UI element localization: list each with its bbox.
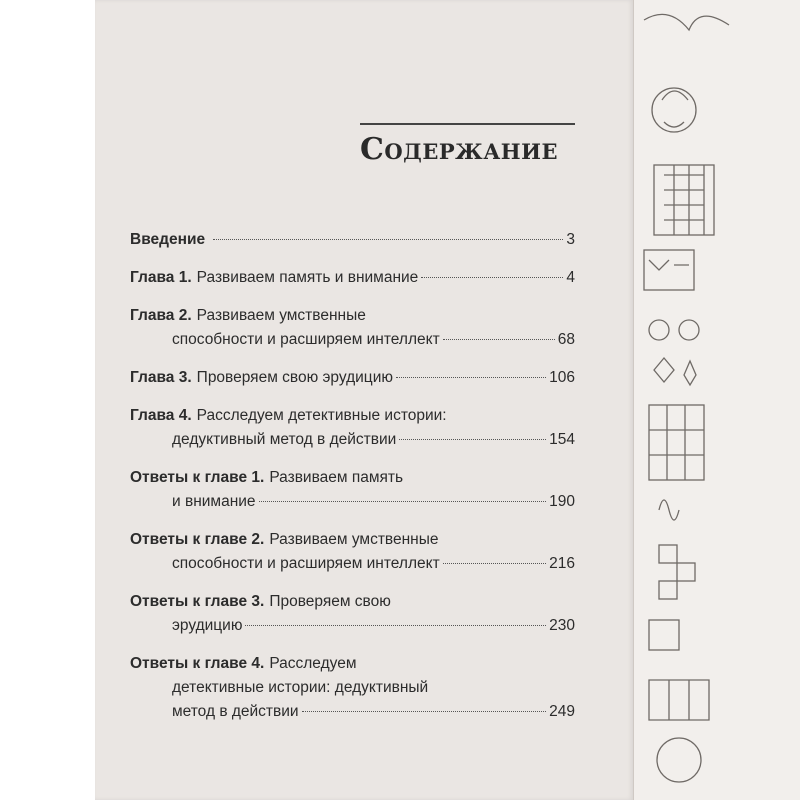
toc-entry[interactable] <box>130 404 575 452</box>
toc-entry-label: Глава 2. <box>130 307 192 324</box>
dot-leader <box>245 625 546 626</box>
toc-line <box>130 614 575 638</box>
page-number: 106 <box>549 369 575 386</box>
toc-entry-label: Ответы к главе 1. <box>130 469 265 486</box>
toc-entry-text: способности и расширяем интеллект <box>172 331 440 348</box>
toc-entry-text: и внимание <box>172 493 256 510</box>
toc-entry[interactable] <box>130 528 575 576</box>
illustration-strip <box>633 0 800 800</box>
toc-entry-text: метод в действии <box>172 703 299 720</box>
page-number: 249 <box>549 703 575 720</box>
toc-entry[interactable] <box>130 266 575 290</box>
toc-line <box>130 490 575 514</box>
toc-entry-label: Глава 3. <box>130 369 192 386</box>
page-number: 3 <box>566 231 575 248</box>
toc-line <box>130 466 575 490</box>
toc-entry[interactable] <box>130 304 575 352</box>
dot-leader <box>396 377 546 378</box>
dot-leader <box>259 501 547 502</box>
dot-leader <box>443 339 555 340</box>
page-title: Содержание <box>360 132 558 167</box>
page-number: 216 <box>549 555 575 572</box>
page-number: 68 <box>557 331 575 348</box>
toc-entry[interactable] <box>130 366 575 390</box>
toc-line <box>130 590 575 614</box>
toc-entry[interactable] <box>130 590 575 638</box>
toc-line <box>130 304 575 328</box>
toc-line <box>130 328 575 352</box>
dot-leader <box>399 439 546 440</box>
toc-line <box>130 366 575 390</box>
dot-leader <box>421 277 563 278</box>
toc-entry-text: Проверяем свою <box>269 593 391 610</box>
toc-entry-text: Развиваем память и внимание <box>196 269 419 286</box>
toc-entry-text: эрудицию <box>172 617 243 634</box>
toc-line <box>130 428 575 452</box>
toc-entry-text: Расследуем детективные истории: <box>196 407 447 424</box>
toc-line <box>130 404 575 428</box>
toc-entry-label: Введение <box>130 231 206 248</box>
toc-entry-label: Ответы к главе 2. <box>130 531 265 548</box>
page-number: 230 <box>549 617 575 634</box>
toc-entry-text: Развиваем умственные <box>196 307 366 324</box>
page-number: 154 <box>549 431 575 448</box>
toc-entry-label: Глава 4. <box>130 407 192 424</box>
toc-entry-text: Проверяем свою эрудицию <box>196 369 393 386</box>
toc-entry-text: детективные истории: дедуктивный <box>172 679 429 696</box>
table-of-contents <box>130 228 575 738</box>
toc-entry-text: Расследуем <box>269 655 357 672</box>
toc-line <box>130 652 575 676</box>
toc-entry-label: Глава 1. <box>130 269 192 286</box>
toc-entry[interactable] <box>130 228 575 252</box>
page-number: 4 <box>566 269 575 286</box>
toc-entry[interactable] <box>130 466 575 514</box>
page-number: 190 <box>549 493 575 510</box>
toc-entry-text: Развиваем умственные <box>269 531 439 548</box>
toc-entry-text: Развиваем память <box>269 469 404 486</box>
toc-line <box>130 266 575 290</box>
toc-line <box>130 228 575 252</box>
toc-line <box>130 700 575 724</box>
dot-leader <box>302 711 547 712</box>
toc-entry-text: способности и расширяем интеллект <box>172 555 440 572</box>
toc-line <box>130 676 575 700</box>
toc-line <box>130 552 575 576</box>
toc-entry-text: дедуктивный метод в действии <box>172 431 397 448</box>
toc-entry-label: Ответы к главе 4. <box>130 655 265 672</box>
dot-leader <box>443 563 546 564</box>
sketch-illustrations-icon <box>634 0 800 800</box>
toc-entry-label: Ответы к главе 3. <box>130 593 265 610</box>
dot-leader <box>213 239 563 240</box>
toc-line <box>130 528 575 552</box>
toc-entry[interactable] <box>130 652 575 724</box>
title-rule <box>360 123 575 125</box>
